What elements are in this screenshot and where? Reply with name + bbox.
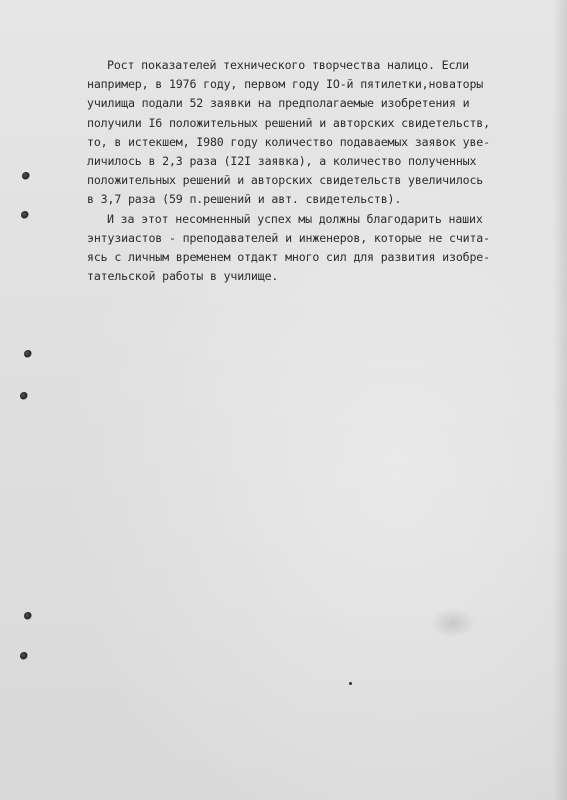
binder-hole-mark bbox=[21, 211, 29, 219]
smudge-mark bbox=[430, 608, 476, 638]
binder-hole-mark bbox=[22, 172, 30, 180]
binder-hole-mark bbox=[20, 652, 28, 660]
text-line: тательской работы в училище. bbox=[87, 269, 279, 284]
binder-hole-mark bbox=[20, 392, 28, 400]
text-line: энтузиастов - преподавателей и инженеров, которые не счита- bbox=[87, 230, 490, 245]
text-line: то, в истекшем, I980 году количество подаваемых заявок уве- bbox=[87, 134, 490, 149]
body-text bbox=[87, 56, 532, 286]
text-line: личилось в 2,3 раза (I2I заявка), а количество полученных bbox=[87, 153, 477, 168]
text-line: Рост показателей технического творчества налицо. Если bbox=[107, 58, 469, 72]
paragraph-2 bbox=[87, 210, 532, 287]
text-line: положительных решений и авторских свидетельств увеличилось bbox=[87, 173, 484, 188]
binder-hole-mark bbox=[24, 350, 32, 358]
page-edge-shadow bbox=[553, 0, 567, 800]
binder-hole-mark bbox=[24, 612, 32, 620]
text-line: например, в 1976 году, первом году IO-й пятилетки,новаторы bbox=[87, 77, 484, 92]
ink-speck bbox=[349, 682, 352, 685]
text-line: в 3,7 раза (59 п.решений и авт. свидетельств). bbox=[87, 192, 402, 207]
text-line: И за этот несомненный успех мы должны благодарить наших bbox=[107, 211, 483, 226]
text-line: получили I6 положительных решений и авторских свидетельств, bbox=[87, 115, 490, 130]
text-line: ясь с личным временем отдакт много сил для развития изобре- bbox=[87, 249, 490, 264]
paragraph-1 bbox=[87, 56, 532, 210]
text-line: училища подали 52 заявки на предполагаемые изобретения и bbox=[87, 96, 470, 111]
